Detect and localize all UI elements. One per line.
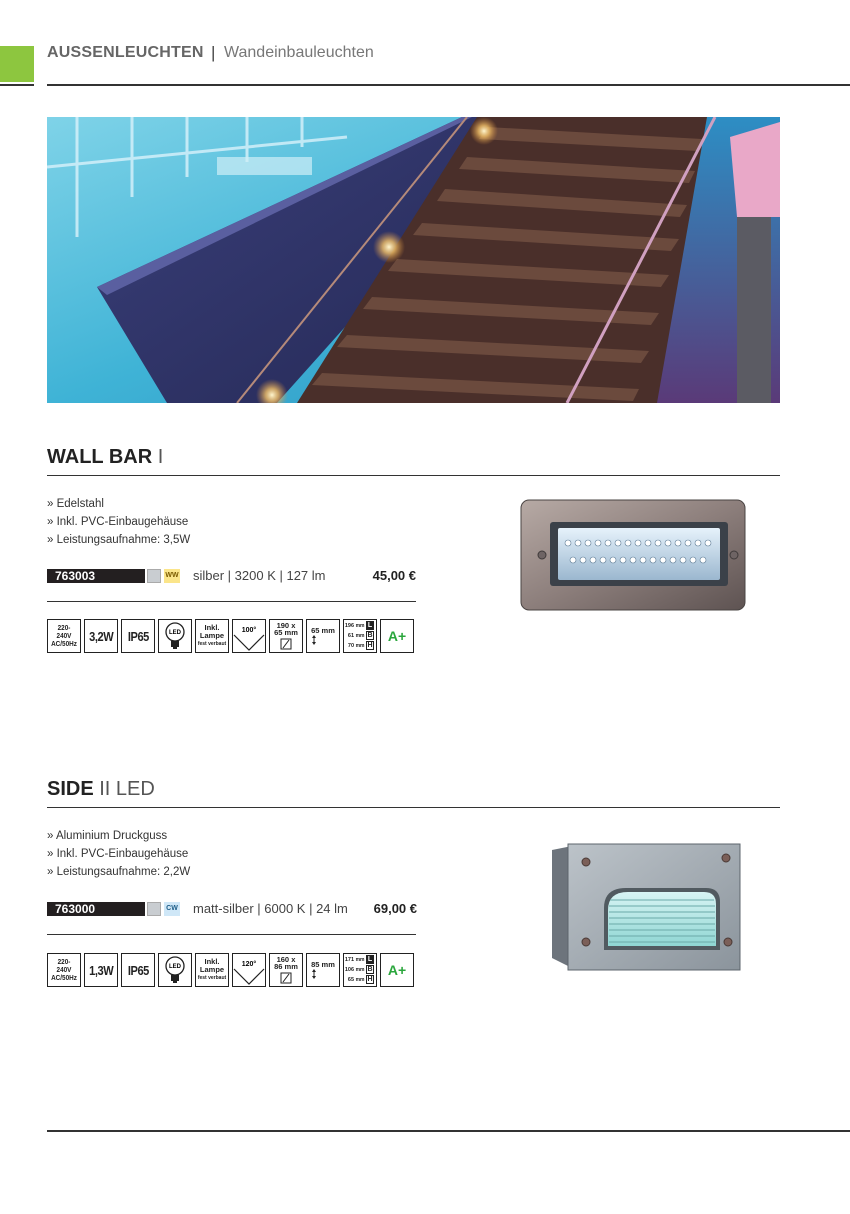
section-rule xyxy=(47,475,780,476)
warm-white-badge: WW xyxy=(164,569,180,583)
svg-text:100°: 100° xyxy=(241,627,257,634)
svg-text:LED: LED xyxy=(169,964,181,970)
footer-rule xyxy=(47,1130,850,1132)
voltage-icon: 220-240V AC/50Hz xyxy=(47,953,81,987)
dimensions-icon: 171 mm L 106 mm B 65 mm H xyxy=(343,953,377,987)
energy-class-icon: A+ xyxy=(380,953,414,987)
header-rule-left xyxy=(0,84,34,86)
section-rule xyxy=(47,807,780,808)
spec-rule xyxy=(47,934,416,935)
feature-item: » Inkl. PVC-Einbaugehäuse xyxy=(47,848,189,860)
header-separator: | xyxy=(211,43,216,62)
header-category: AUSSENLEUCHTEN xyxy=(47,44,204,61)
installation-depth-icon: 65 mm xyxy=(306,619,340,653)
svg-text:120°: 120° xyxy=(241,961,257,968)
article-number: 763003 xyxy=(47,569,145,583)
led-bulb-icon xyxy=(158,619,192,653)
voltage-icon: 220-240V AC/50Hz xyxy=(47,619,81,653)
lamp-included-icon: Inkl. Lampe fest verbaut xyxy=(195,953,229,987)
cold-white-badge: CW xyxy=(164,902,180,916)
product-name: SIDE xyxy=(47,778,94,800)
energy-class-icon: A+ xyxy=(380,619,414,653)
product-image-side-led xyxy=(548,842,742,972)
lamp-included-icon: Inkl. Lampe fest verbaut xyxy=(195,619,229,653)
section-color-tab xyxy=(0,46,34,82)
cutout-size-icon: 190 x 65 mm xyxy=(269,619,303,653)
ip-rating-icon: IP65 xyxy=(121,619,155,653)
product-title xyxy=(47,778,155,801)
beam-angle-icon xyxy=(232,619,266,653)
article-number: 763000 xyxy=(47,902,145,916)
beam-angle-icon xyxy=(232,953,266,987)
cutout-size-icon: 160 x 86 mm xyxy=(269,953,303,987)
product-price: 45,00 € xyxy=(372,568,416,583)
power-icon: 1,3W xyxy=(84,953,118,987)
product-image-wall-bar xyxy=(520,498,748,612)
feature-item: » Aluminium Druckguss xyxy=(47,830,168,842)
feature-item: » Inkl. PVC-Einbaugehäuse xyxy=(47,516,189,528)
spec-rule xyxy=(47,601,416,602)
product-price: 69,00 € xyxy=(373,901,417,916)
product-spec: silber | 3200 K | 127 lm xyxy=(193,568,326,583)
header-subcategory: Wandeinbauleuchten xyxy=(224,44,374,61)
product-variant: II LED xyxy=(99,778,155,800)
product-name: WALL BAR xyxy=(47,446,153,468)
product-variant: I xyxy=(157,446,164,468)
svg-text:LED: LED xyxy=(169,630,181,636)
header-rule xyxy=(47,84,850,86)
hero-photo-staircase xyxy=(47,117,780,403)
power-icon: 3,2W xyxy=(84,619,118,653)
led-bulb-icon xyxy=(158,953,192,987)
color-swatch-silver xyxy=(147,569,161,583)
installation-depth-icon: 85 mm xyxy=(306,953,340,987)
feature-item: » Leistungsaufnahme: 3,5W xyxy=(47,534,191,546)
feature-list xyxy=(47,827,190,881)
feature-item: » Edelstahl xyxy=(47,498,104,510)
ip-rating-icon: IP65 xyxy=(121,953,155,987)
color-swatch-matt-silver xyxy=(147,902,161,916)
dimensions-icon: 196 mm L 61 mm B 70 mm H xyxy=(343,619,377,653)
feature-list xyxy=(47,495,190,549)
feature-item: » Leistungsaufnahme: 2,2W xyxy=(47,866,191,878)
product-spec: matt-silber | 6000 K | 24 lm xyxy=(193,901,348,916)
product-title xyxy=(47,446,163,469)
